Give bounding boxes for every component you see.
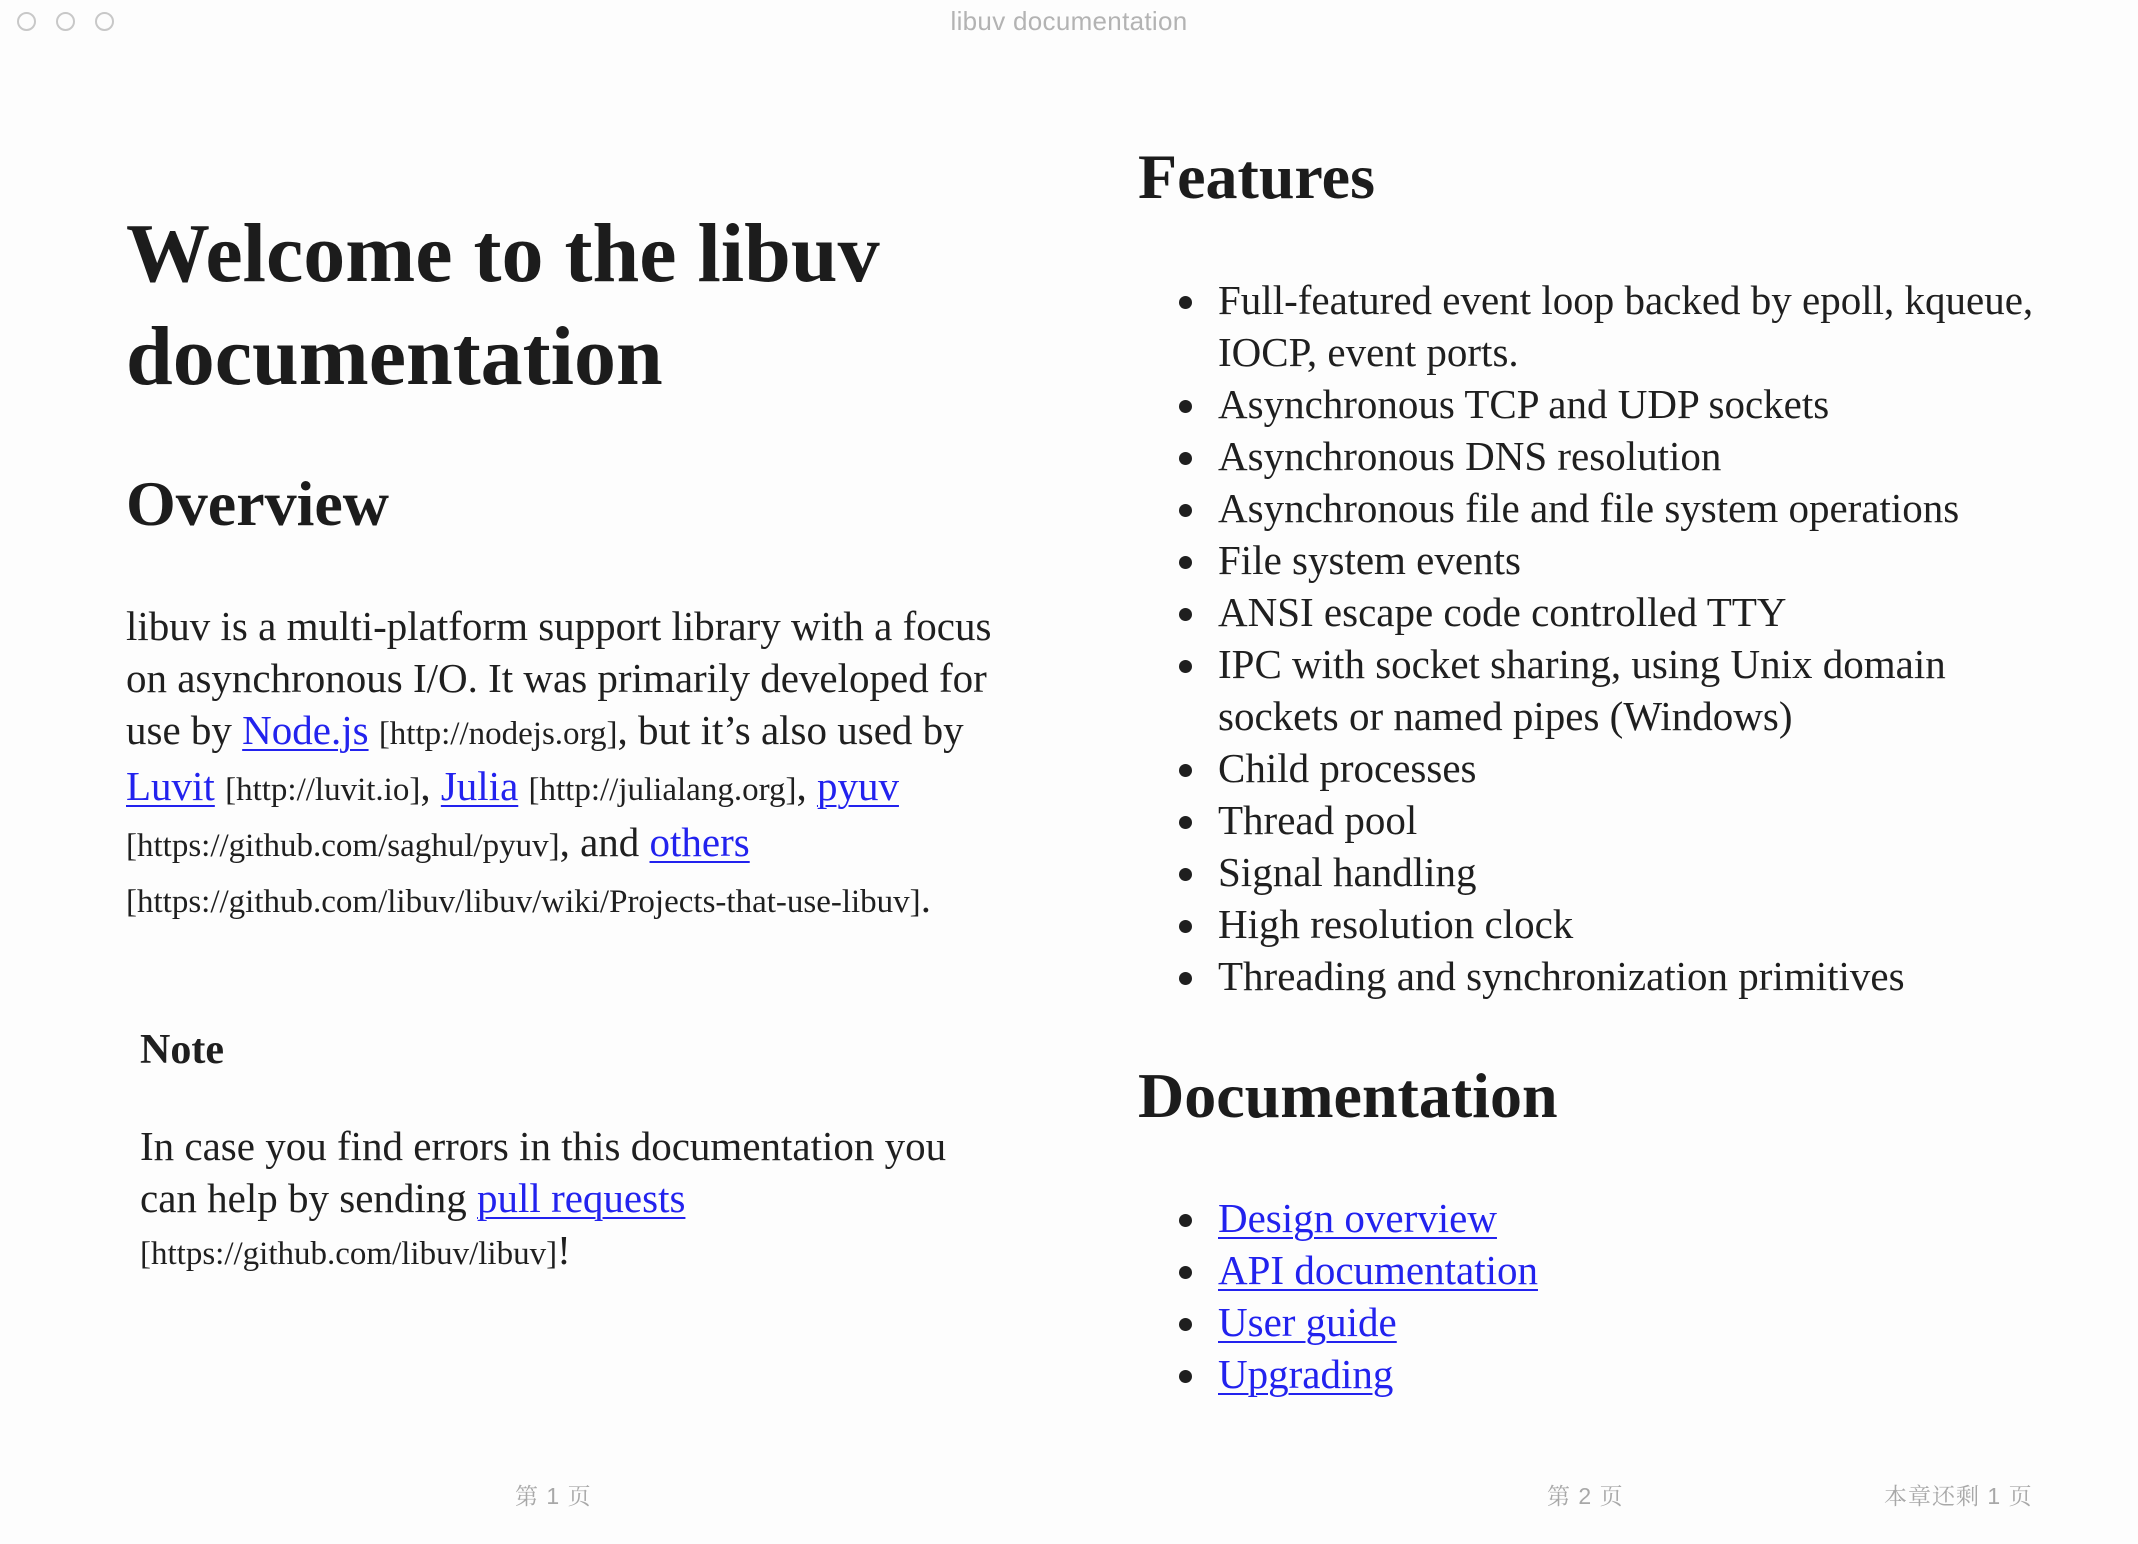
bullet-icon (1179, 400, 1192, 413)
luvit-link[interactable]: Luvit (126, 763, 215, 809)
features-heading: Features (1138, 141, 1375, 212)
list-item (1138, 950, 2038, 1002)
list-item (1138, 534, 2038, 586)
overview-heading: Overview (126, 468, 389, 539)
note-body (140, 1120, 1000, 1280)
intro-text: . (920, 875, 931, 921)
note-title: Note (140, 1027, 224, 1073)
pyuv-link[interactable]: pyuv (816, 763, 899, 809)
intro-text: libuv is a multi-platform support library with a focus on asynchronous I/O. It was primarily developed for use by (126, 603, 992, 753)
api-documentation-link[interactable]: API documentation (1218, 1247, 1538, 1293)
design-overview-link[interactable]: Design overview (1218, 1195, 1497, 1241)
window-titlebar (0, 0, 2138, 44)
bullet-icon (1179, 868, 1192, 881)
list-item (1138, 378, 2038, 430)
bullet-icon (1179, 452, 1192, 465)
bullet-icon (1179, 764, 1192, 777)
list-item (1138, 586, 2038, 638)
list-item (1138, 846, 2038, 898)
page-number-left: 第 1 页 (515, 1483, 592, 1509)
note-text: In case you find errors in this documentation you can help by sending (140, 1123, 947, 1221)
list-item (1138, 794, 2038, 846)
bullet-icon (1179, 660, 1192, 673)
note-text: ! (557, 1227, 571, 1273)
pull-requests-url: [https://github.com/libuv/libuv] (140, 1236, 558, 1272)
list-item (1138, 482, 2038, 534)
bullet-icon (1179, 972, 1192, 985)
page-title: Welcome to the libuv documentation (126, 207, 880, 403)
intro-text: , (796, 763, 817, 809)
pull-requests-link[interactable]: pull requests (477, 1175, 686, 1221)
feature-text: Asynchronous file and file system operations (1218, 485, 1960, 531)
list-item (1138, 898, 2038, 950)
intro-text: , and (559, 819, 650, 865)
others-link[interactable]: others (649, 819, 750, 865)
user-guide-link[interactable]: User guide (1218, 1299, 1397, 1345)
pyuv-url: [https://github.com/saghul/pyuv] (126, 828, 560, 864)
feature-text: IPC with socket sharing, using Unix domain sockets or named pipes (Windows) (1218, 641, 1946, 739)
page-number-right: 第 2 页 (1547, 1483, 1624, 1509)
list-item (1138, 1348, 2038, 1400)
bullet-icon (1179, 296, 1192, 309)
bullet-icon (1179, 556, 1192, 569)
feature-text: Thread pool (1218, 797, 1418, 843)
bullet-icon (1179, 816, 1192, 829)
bullet-icon (1179, 1370, 1192, 1383)
window-title: libuv documentation (950, 6, 1188, 36)
bullet-icon (1179, 504, 1192, 517)
list-item (1138, 1296, 2038, 1348)
others-url: [https://github.com/libuv/libuv/wiki/Projects-that-use-libuv] (126, 884, 921, 920)
feature-text: Threading and synchronization primitives (1218, 953, 1905, 999)
list-item (1138, 274, 2038, 378)
feature-text: High resolution clock (1218, 901, 1574, 947)
nodejs-link[interactable]: Node.js (242, 707, 369, 753)
julia-link[interactable]: Julia (440, 763, 519, 809)
documentation-list (1138, 1192, 2038, 1400)
list-item (1138, 430, 2038, 482)
upgrading-link[interactable]: Upgrading (1218, 1351, 1394, 1397)
feature-text: File system events (1218, 537, 1521, 583)
documentation-heading: Documentation (1138, 1060, 1558, 1131)
feature-text: ANSI escape code controlled TTY (1218, 589, 1787, 635)
feature-text: Child processes (1218, 745, 1477, 791)
bullet-icon (1179, 1214, 1192, 1227)
feature-text: Asynchronous DNS resolution (1218, 433, 1722, 479)
luvit-url: [http://luvit.io] (225, 772, 421, 808)
nodejs-url: [http://nodejs.org] (378, 716, 618, 752)
list-item (1138, 638, 2038, 742)
bullet-icon (1179, 608, 1192, 621)
feature-text: Full-featured event loop backed by epoll, kqueue, IOCP, event ports. (1218, 277, 2034, 375)
list-item (1138, 1192, 2038, 1244)
bullet-icon (1179, 1266, 1192, 1279)
intro-text: , (420, 763, 441, 809)
feature-text: Asynchronous TCP and UDP sockets (1218, 381, 1830, 427)
chapter-remaining: 本章还剩 1 页 (1884, 1483, 2033, 1509)
list-item (1138, 1244, 2038, 1296)
intro-text: , but it’s also used by (617, 707, 964, 753)
feature-text: Signal handling (1218, 849, 1477, 895)
features-list (1138, 274, 2038, 1002)
list-item (1138, 742, 2038, 794)
bullet-icon (1179, 1318, 1192, 1331)
julia-url: [http://julialang.org] (528, 772, 797, 808)
bullet-icon (1179, 920, 1192, 933)
overview-paragraph (126, 600, 996, 928)
